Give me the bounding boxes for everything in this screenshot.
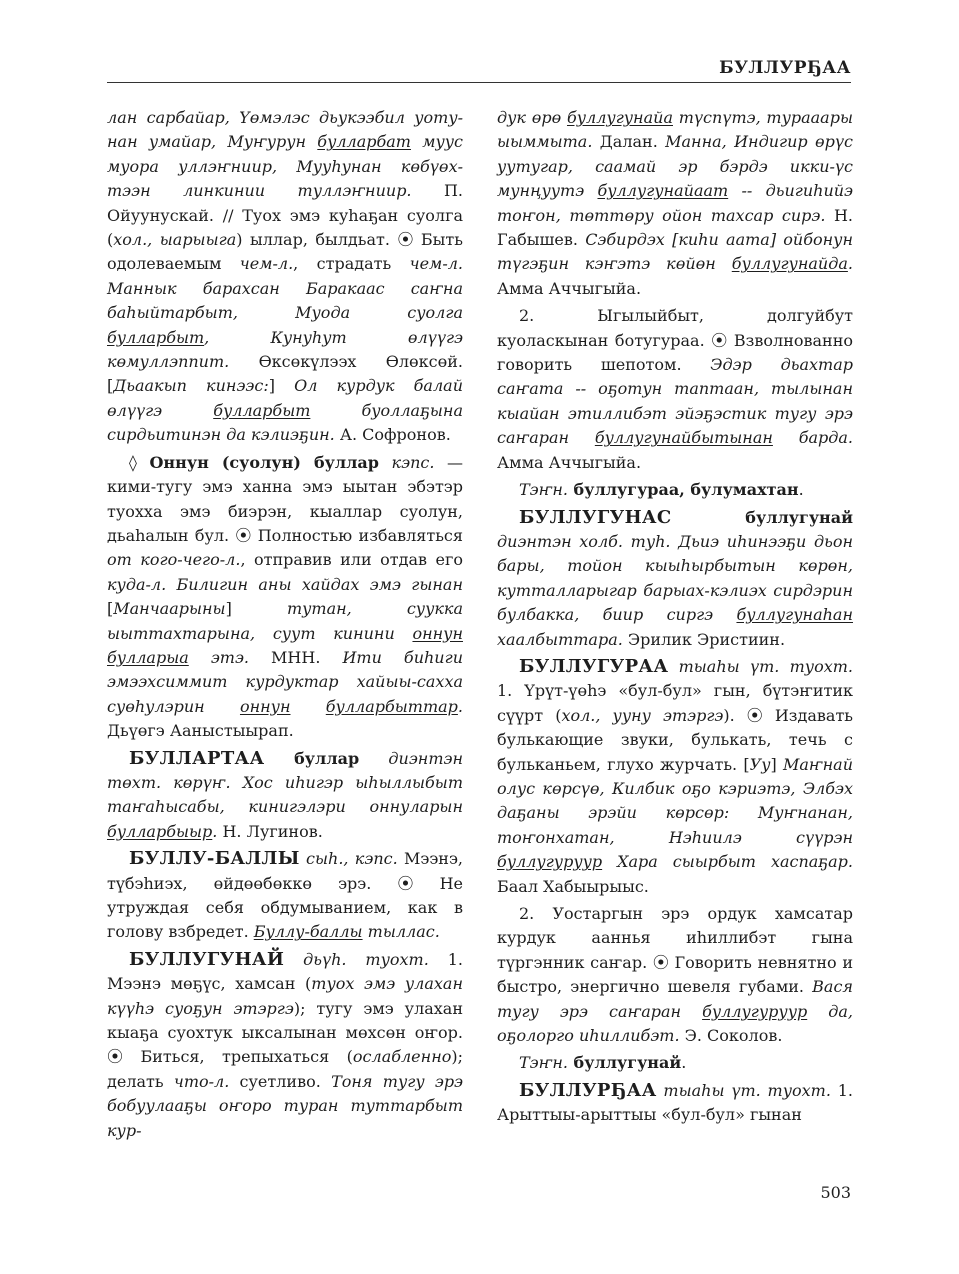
- example-term: буллугуруур: [497, 852, 603, 872]
- example-term: булларбыт: [107, 327, 205, 347]
- text-run: ◊: [129, 452, 150, 472]
- entry-paragraph: [497, 902, 853, 1048]
- text-run: тыллас.: [362, 922, 440, 942]
- text-run: диэнтэн төхт. көрүҥ.: [107, 748, 463, 792]
- text-run: нан умайар, Муҥурун: [107, 132, 318, 152]
- text-run: ) ыллар, былдьат. ⦿ Быть одолеваемым: [107, 230, 463, 274]
- headword: БУЛЛУРҔАА: [519, 1079, 657, 1101]
- example-term: буллугунайа: [566, 108, 673, 127]
- text-run: Ити биһиги эмээхсиммит курдуктар хайыы-сахха суөһулэрин: [107, 647, 463, 716]
- text-run: [231, 773, 243, 792]
- text-run: диэнтэн холб. туһ.: [497, 531, 671, 551]
- text-run: что-л.: [173, 1071, 230, 1091]
- text-run: лан сарбайар, Үөмэлэс дьукээбил уоту-: [107, 108, 463, 127]
- text-run: .: [212, 821, 218, 841]
- text-run: Н. Габышев.: [497, 205, 854, 250]
- text-run: Вася тугу эрэ саҥаран: [497, 977, 853, 1021]
- example-term: буллугунайаат: [597, 181, 729, 201]
- text-run: , отправив или отдав его: [240, 550, 463, 570]
- text-run: хол., ыарыыга: [113, 230, 237, 250]
- text-run: тутан, суукка ыыттахтарына, суут кинини: [107, 599, 463, 643]
- text-run: 1. Үрүт-үөһэ «бул-бул» гын, бүтэҥитик сүүрт (: [497, 681, 853, 725]
- text-run: 1. Арыттыы-арыттыы «бул-бул» гынан: [497, 1080, 853, 1125]
- text-run: түспүтэ, турааары ыыммыта.: [497, 108, 853, 152]
- text-run: чем-л.: [239, 254, 294, 274]
- text-run: ); делать: [107, 1047, 463, 1091]
- text-run: .: [798, 480, 804, 500]
- text-run: Маҥнай олус көрсүө, Килбик оҕо кэриэтэ, Элбэх даҕаны эрэйи көрсөр: Муҥнанан, тоҥонхатан, Нэһиилэ сүүрэн: [497, 754, 854, 847]
- example-term: булларбыт: [213, 400, 311, 420]
- text-run: , страдать: [293, 254, 410, 274]
- entry-paragraph: [497, 106, 853, 301]
- text-run: Манна, Индигир өрүс уутугар, саамай эр бэрдэ икки-үс мунңуутэ: [497, 132, 853, 201]
- text-run: хол., ууну этэргэ: [561, 705, 724, 725]
- example-term: Буллу-баллы: [253, 922, 363, 942]
- text-run: буллугунай: [671, 507, 853, 527]
- text-run: Маннык барахсан Баракаас саҥна баһыйтарбыт, Муода суолга: [107, 278, 463, 323]
- text-run: П. Ойуунускай. // Туох эмэ куһаҕан суолга (: [107, 181, 464, 250]
- entry-paragraph: [497, 655, 853, 899]
- entry-paragraph: [107, 847, 463, 945]
- text-run: Эрилик Эристиин.: [622, 629, 786, 649]
- entry-paragraph: [497, 1079, 853, 1128]
- entry-paragraph: [107, 451, 463, 744]
- text-run: Тэҥн.: [519, 480, 568, 500]
- text-run: ]: [268, 376, 295, 396]
- text-run: МНН.: [249, 647, 343, 667]
- text-run: Мээнэ, түбэһиэх, өйдөөбөккө эрэ. ⦿ Не утруждая себя обдумыванием, как в голову взбредет.: [107, 849, 463, 942]
- text-run: , Кунуһут өлүүгэ көмуллэппит.: [107, 327, 463, 372]
- text-run: -- дьигиһийэ тоҥон, төттөру ойон тахсар сирэ.: [497, 181, 854, 225]
- text-run: Тоня тугу эрэ бобуулааҕы оҥоро туран туттарбыт кур-: [107, 1071, 464, 1140]
- text-run: — кими-тугу эмэ ханна эмэ ыытан эбэтэр туохха эмэ биэрэн, кыаллар суолун, дьаһалын бул. ⦿ Полностью избавляться: [107, 452, 464, 545]
- example-term: буллугунайда: [731, 254, 848, 274]
- text-run: этэ.: [188, 647, 249, 667]
- text-run: Уу: [749, 754, 771, 774]
- text-run: [291, 697, 326, 716]
- entry-paragraph: [497, 304, 853, 475]
- entry-paragraph: [107, 747, 463, 845]
- text-run: [670, 532, 678, 551]
- text-run: буллугунай: [567, 1053, 682, 1073]
- text-run: ослабленно: [352, 1047, 452, 1067]
- text-run: хаалбыттара.: [497, 629, 623, 649]
- text-run: .: [847, 254, 853, 274]
- text-run: Эдэр дьахтар саҥата -- оҕотун таптаан, тылынан кыайан этиллибэт эйэҕэстик тугу эрэ саҥаран: [497, 355, 854, 448]
- text-run: Амма Аччыгыйа.: [497, 452, 642, 472]
- example-term: буллугуруур: [702, 1001, 808, 1021]
- text-run: дьүһ. туохт.: [284, 949, 429, 969]
- entry-paragraph: [107, 948, 463, 1143]
- text-run: куда-л. Билигин аны хайдах эмэ гынан: [107, 574, 463, 594]
- example-term: булларбыттар: [325, 696, 458, 716]
- entry-paragraph: [497, 478, 853, 502]
- text-run: Н. Лугинов.: [217, 821, 323, 841]
- text-run: барда.: [772, 428, 853, 448]
- right-column: [497, 106, 853, 1131]
- text-run: буоллаҕына сирдьитинэн да кэлиэҕин.: [107, 400, 463, 445]
- text-run: Оннун (суолун) буллар: [149, 452, 379, 472]
- text-run: суетливо.: [229, 1071, 332, 1091]
- text-run: Далан.: [592, 132, 666, 152]
- example-term: булларбыыр: [107, 821, 213, 841]
- left-column: [107, 106, 463, 1146]
- text-run: муус муора уллэҥниир, Мууһунан көбүөх-тээн линкинии туллэҥниир.: [107, 132, 464, 201]
- text-run: тыаһы үт. туохт.: [668, 656, 853, 676]
- headword: БУЛЛУГУНАЙ: [129, 948, 285, 970]
- page-number: 503: [820, 1183, 851, 1202]
- text-run: буллар: [264, 748, 360, 768]
- headword: БУЛЛАРТАА: [129, 747, 265, 769]
- entry-paragraph: [497, 506, 853, 652]
- headword: БУЛЛУГУНАС: [519, 506, 672, 528]
- text-run: ); тугу эмэ улахан кыаҕа суохтук ыксалынан мөхсөн оҥор. ⦿ Биться, трепыхаться (: [107, 998, 463, 1067]
- text-run: от кого-чего-л.: [107, 550, 241, 570]
- text-run: Дьаакып кинээс:: [113, 376, 269, 396]
- text-run: Хара сыырбыт хаспаҕар.: [602, 852, 853, 872]
- text-run: Сэбирдэх [киһи аата] ойбонун түгэҕин кэҥэтэ көйөн: [497, 230, 853, 274]
- text-run: Тэҥн.: [519, 1053, 568, 1073]
- example-term: оннун: [239, 696, 291, 716]
- text-run: Хос иһигэр ыһыллыбыт: [242, 772, 463, 792]
- text-run: буллугураа, булумахтан: [567, 480, 799, 500]
- text-run: дук өрө: [497, 108, 567, 127]
- text-run: тыаһы үт. туохт.: [656, 1080, 831, 1100]
- text-run: 1. Мээнэ мөҕүс, хамсан (: [107, 949, 463, 994]
- running-head: БУЛЛУРҔАА: [719, 58, 851, 78]
- example-term: булларыа: [107, 647, 189, 667]
- text-run: Ол курдук балай өлүүгэ: [107, 376, 463, 420]
- text-run: [: [107, 599, 114, 619]
- text-run: да, оҕолорго иһиллибэт.: [497, 1001, 853, 1046]
- text-run: таҥаһысабы, кинигэлэри оннуларын: [107, 797, 463, 817]
- text-run: сыһ., кэпс.: [299, 849, 398, 869]
- text-run: .: [457, 696, 463, 716]
- text-run: Манчаарыны: [113, 599, 226, 619]
- text-run: ). ⦿ Издавать булькающие звуки, булькать, течь с бульканьем, глухо журчать. [: [497, 705, 854, 774]
- text-run: Дьүөгэ Ааныстыырап.: [107, 721, 294, 741]
- text-run: Баал Хабыырыыс.: [497, 876, 649, 896]
- headword: БУЛЛУГУРАА: [519, 655, 669, 677]
- text-run: Э. Соколов.: [679, 1026, 783, 1046]
- entry-paragraph: [107, 106, 463, 448]
- example-term: булларбат: [317, 132, 411, 152]
- text-run: Амма Аччыгыйа.: [497, 278, 642, 298]
- example-term: буллугунаһан: [736, 605, 853, 625]
- example-term: буллугунайбытынан: [594, 428, 773, 448]
- text-run: 2. Уостаргын эрэ ордук хамсатар курдук ааннья иһиллибэт гына түргэнник саҥар. ⦿ Говорить невнятно и быстро, энергично шевеля губами.: [497, 904, 853, 997]
- text-run: .: [681, 1053, 687, 1073]
- text-run: ]: [225, 599, 287, 619]
- text-run: туох эмэ улахан күүһэ суоҕун этэргэ: [107, 974, 464, 1018]
- text-run: Дьиэ иһинээҕи дьон бары, тойон кыыһырбытын көрөн, кутталларыгар барыах-кэлиэх сирдэрин булбакка, биир сиргэ: [497, 531, 853, 625]
- page-header: [107, 56, 851, 83]
- text-run: 2. Ыгылыйбыт, долгуйбут куоласкынан ботугураа. ⦿ Взволнованно говорить шепотом.: [497, 306, 853, 375]
- entry-paragraph: [497, 1051, 853, 1075]
- text-run: А. Софронов.: [334, 425, 451, 445]
- text-run: чем-л.: [409, 254, 463, 274]
- text-run: ]: [770, 754, 783, 774]
- text-run: кэпс.: [378, 452, 435, 472]
- headword: БУЛЛУ-БАЛЛЫ: [129, 848, 300, 870]
- example-term: оннун: [412, 623, 463, 643]
- text-run: Өксөкүлээх Өлөксөй. [: [107, 352, 463, 396]
